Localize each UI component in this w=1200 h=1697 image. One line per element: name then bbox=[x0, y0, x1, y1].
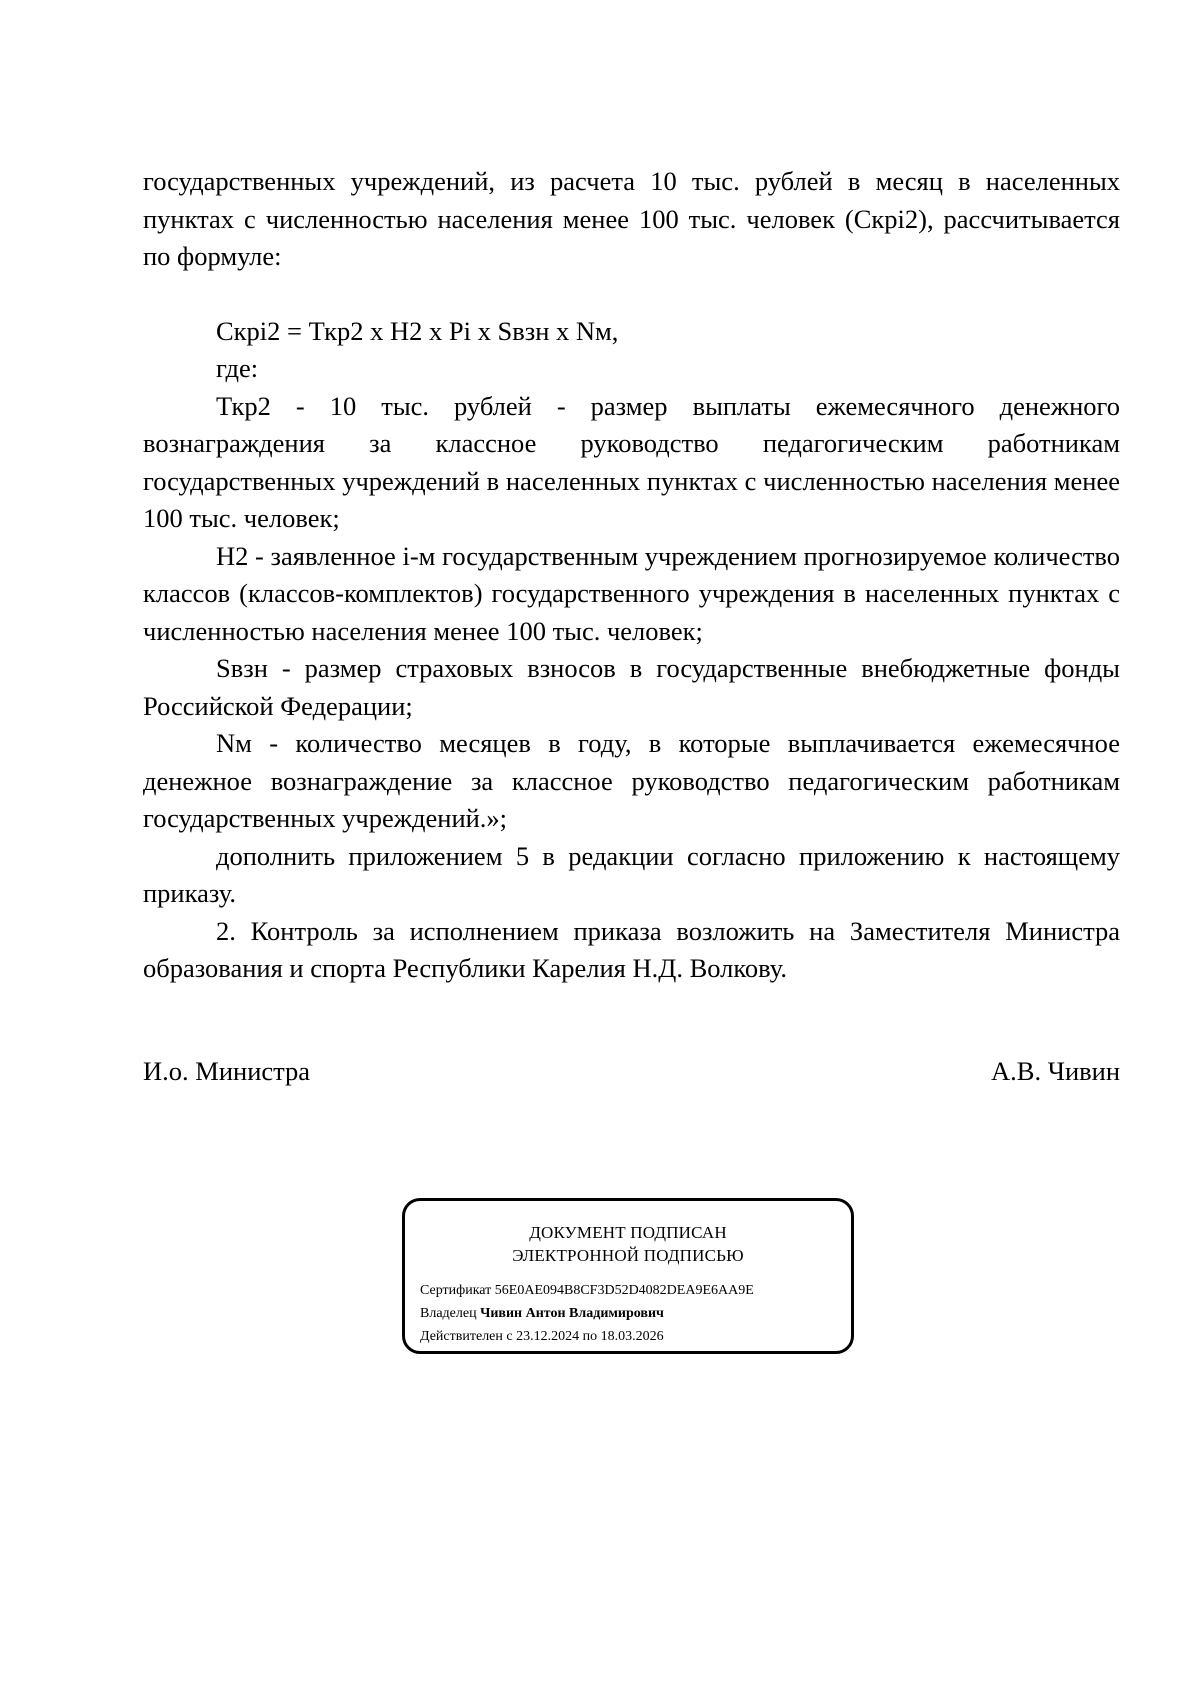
definition-nm: Nм - количество месяцев в году, в которые выплачивается ежемесячное денежное вознаграждение за классное руководство педагогическим работникам государственных учреждений.»; bbox=[143, 728, 1120, 833]
stamp-validity-label: Действителен bbox=[420, 1329, 503, 1344]
stamp-title-line2: ЭЛЕКТРОННОЙ ПОДПИСЬЮ bbox=[512, 1246, 744, 1265]
stamp-owner-label: Владелец bbox=[420, 1306, 477, 1321]
document-body bbox=[143, 163, 1120, 988]
stamp-certificate-label: Сертификат bbox=[420, 1283, 492, 1298]
formula-where: где: bbox=[216, 353, 259, 383]
definition-h2: Н2 - заявленное i-м государственным учреждением прогнозируемое количество классов (классов-комплектов) государственного учреждения в населенных пунктах с численностью населения менее 100 тыс. человек; bbox=[143, 540, 1120, 646]
definition-tkr2: Ткр2 - 10 тыс. рублей - размер выплаты ежемесячного денежного вознаграждения за классное руководство педагогическим работникам государственных учреждений в населенных пунктах с численностью населения менее 100 тыс. человек; bbox=[143, 390, 1120, 533]
paragraph-intro: государственных учреждений, из расчета 10 тыс. рублей в месяц в населенных пунктах с численностью населения менее 100 тыс. человек (Скрi2), рассчитывается по формуле: bbox=[143, 166, 1120, 271]
stamp-valid-to-prefix: по bbox=[582, 1329, 598, 1344]
stamp-title-line1: ДОКУМЕНТ ПОДПИСАН bbox=[529, 1223, 727, 1242]
signature-row bbox=[143, 1053, 1120, 1090]
stamp-certificate-value: 56E0AE094B8CF3D52D4082DEA9E6AA9E bbox=[494, 1283, 754, 1298]
formula: Скрi2 = Ткр2 x Н2 x Рi x Sвзн x Nм, bbox=[216, 315, 619, 346]
stamp-owner-value: Чивин Антон Владимирович bbox=[480, 1306, 664, 1321]
stamp-header bbox=[405, 1221, 851, 1267]
signatory-name: А.В. Чивин bbox=[991, 1056, 1120, 1086]
stamp-validity-row bbox=[420, 1325, 851, 1348]
paragraph-supplement: дополнить приложением 5 в редакции согласно приложению к настоящему приказу. bbox=[143, 840, 1120, 908]
signatory-position: И.о. Министра bbox=[143, 1056, 311, 1086]
stamp-valid-from: 23.12.2024 bbox=[516, 1329, 580, 1344]
definition-svzn: Sвзн - размер страховых взносов в государственные внебюджетные фонды Российской Федерации; bbox=[143, 653, 1120, 721]
electronic-signature-stamp bbox=[402, 1198, 854, 1354]
stamp-valid-to: 18.03.2026 bbox=[600, 1329, 664, 1344]
paragraph-control: 2. Контроль за исполнением приказа возложить на Заместителя Министра образования и спорта Республики Карелия Н.Д. Волкову. bbox=[143, 915, 1120, 983]
stamp-details bbox=[405, 1279, 851, 1348]
stamp-owner-row bbox=[420, 1302, 851, 1325]
formula-block bbox=[143, 313, 1120, 388]
stamp-certificate-row bbox=[420, 1279, 851, 1302]
stamp-valid-from-prefix: с bbox=[506, 1329, 513, 1344]
